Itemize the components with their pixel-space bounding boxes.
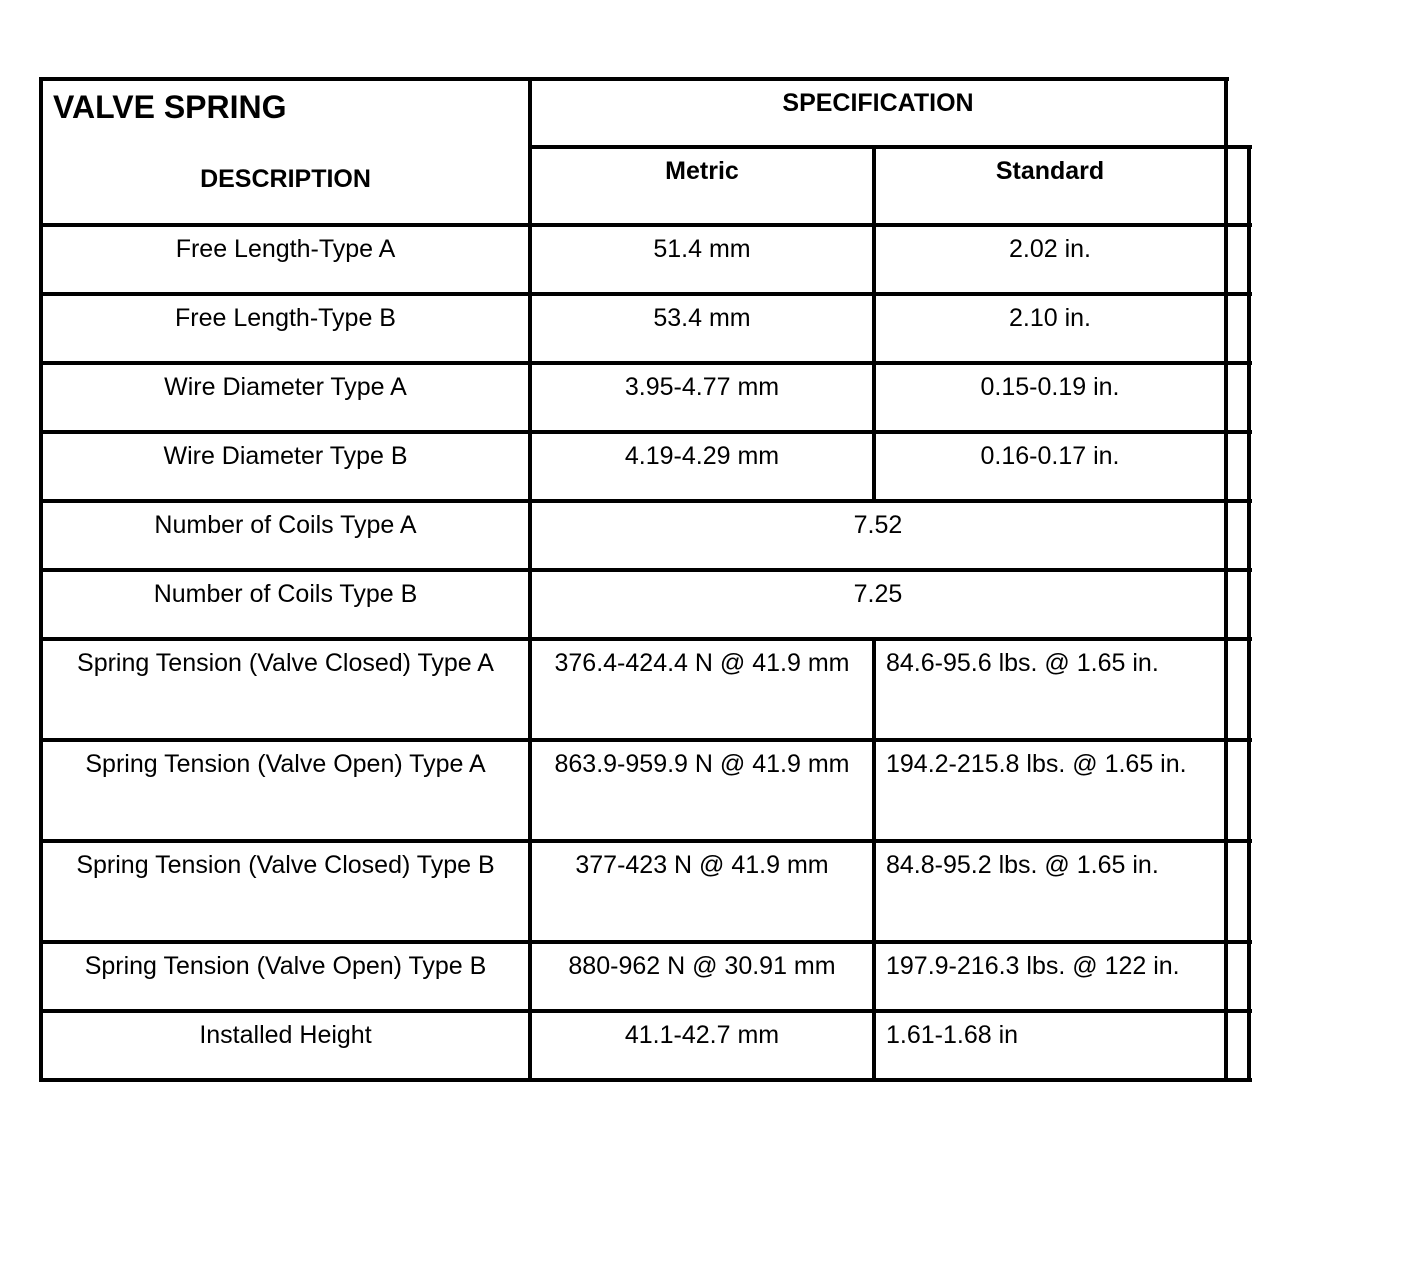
specification-right-border	[1224, 77, 1228, 1082]
metric-cell: 3.95-4.77 mm	[624, 373, 780, 401]
specification-header: SPECIFICATION	[782, 89, 974, 117]
metric-cell: 376.4-424.4 N @ 41.9 mm	[554, 649, 850, 677]
metric-header: Metric	[665, 157, 739, 185]
metric-cell: 377-423 N @ 41.9 mm	[575, 851, 829, 879]
standard-cell: 197.9-216.3 lbs. @ 122 in.	[886, 952, 1180, 980]
description-cell: Spring Tension (Valve Closed) Type B	[76, 851, 495, 879]
standard-header: Standard	[995, 157, 1105, 185]
description-cell: Wire Diameter Type A	[164, 373, 407, 401]
standard-cell: 84.8-95.2 lbs. @ 1.65 in.	[886, 851, 1159, 879]
description-cell: Number of Coils Type B	[153, 580, 418, 608]
table-title: VALVE SPRING	[53, 89, 287, 125]
combined-spec-cell: 7.52	[853, 511, 903, 539]
standard-cell: 194.2-215.8 lbs. @ 1.65 in.	[886, 750, 1187, 778]
description-cell: Number of Coils Type A	[154, 511, 417, 539]
standard-cell: 2.02 in.	[1008, 235, 1091, 263]
description-cell: Wire Diameter Type B	[163, 442, 408, 470]
metric-cell: 41.1-42.7 mm	[624, 1021, 780, 1049]
standard-cell: 2.10 in.	[1008, 304, 1091, 332]
table-border-bottom	[39, 1078, 1252, 1082]
description-cell: Free Length-Type B	[175, 304, 396, 332]
table-border-right	[1247, 145, 1251, 1082]
combined-spec-cell: 7.25	[853, 580, 903, 608]
description-cell: Free Length-Type A	[175, 235, 396, 263]
standard-cell: 1.61-1.68 in	[886, 1021, 1019, 1049]
description-cell: Installed Height	[199, 1021, 372, 1049]
description-cell: Spring Tension (Valve Closed) Type A	[77, 649, 494, 677]
metric-cell: 863.9-959.9 N @ 41.9 mm	[554, 750, 850, 778]
description-header: DESCRIPTION	[200, 165, 371, 193]
standard-cell: 84.6-95.6 lbs. @ 1.65 in.	[886, 649, 1159, 677]
description-cell: Spring Tension (Valve Open) Type B	[84, 952, 487, 980]
metric-cell: 880-962 N @ 30.91 mm	[568, 952, 836, 980]
metric-cell: 53.4 mm	[653, 304, 751, 332]
standard-cell: 0.15-0.19 in.	[980, 373, 1120, 401]
description-cell: Spring Tension (Valve Open) Type A	[85, 750, 486, 778]
metric-cell: 51.4 mm	[653, 235, 751, 263]
metric-cell: 4.19-4.29 mm	[624, 442, 780, 470]
standard-cell: 0.16-0.17 in.	[980, 442, 1120, 470]
